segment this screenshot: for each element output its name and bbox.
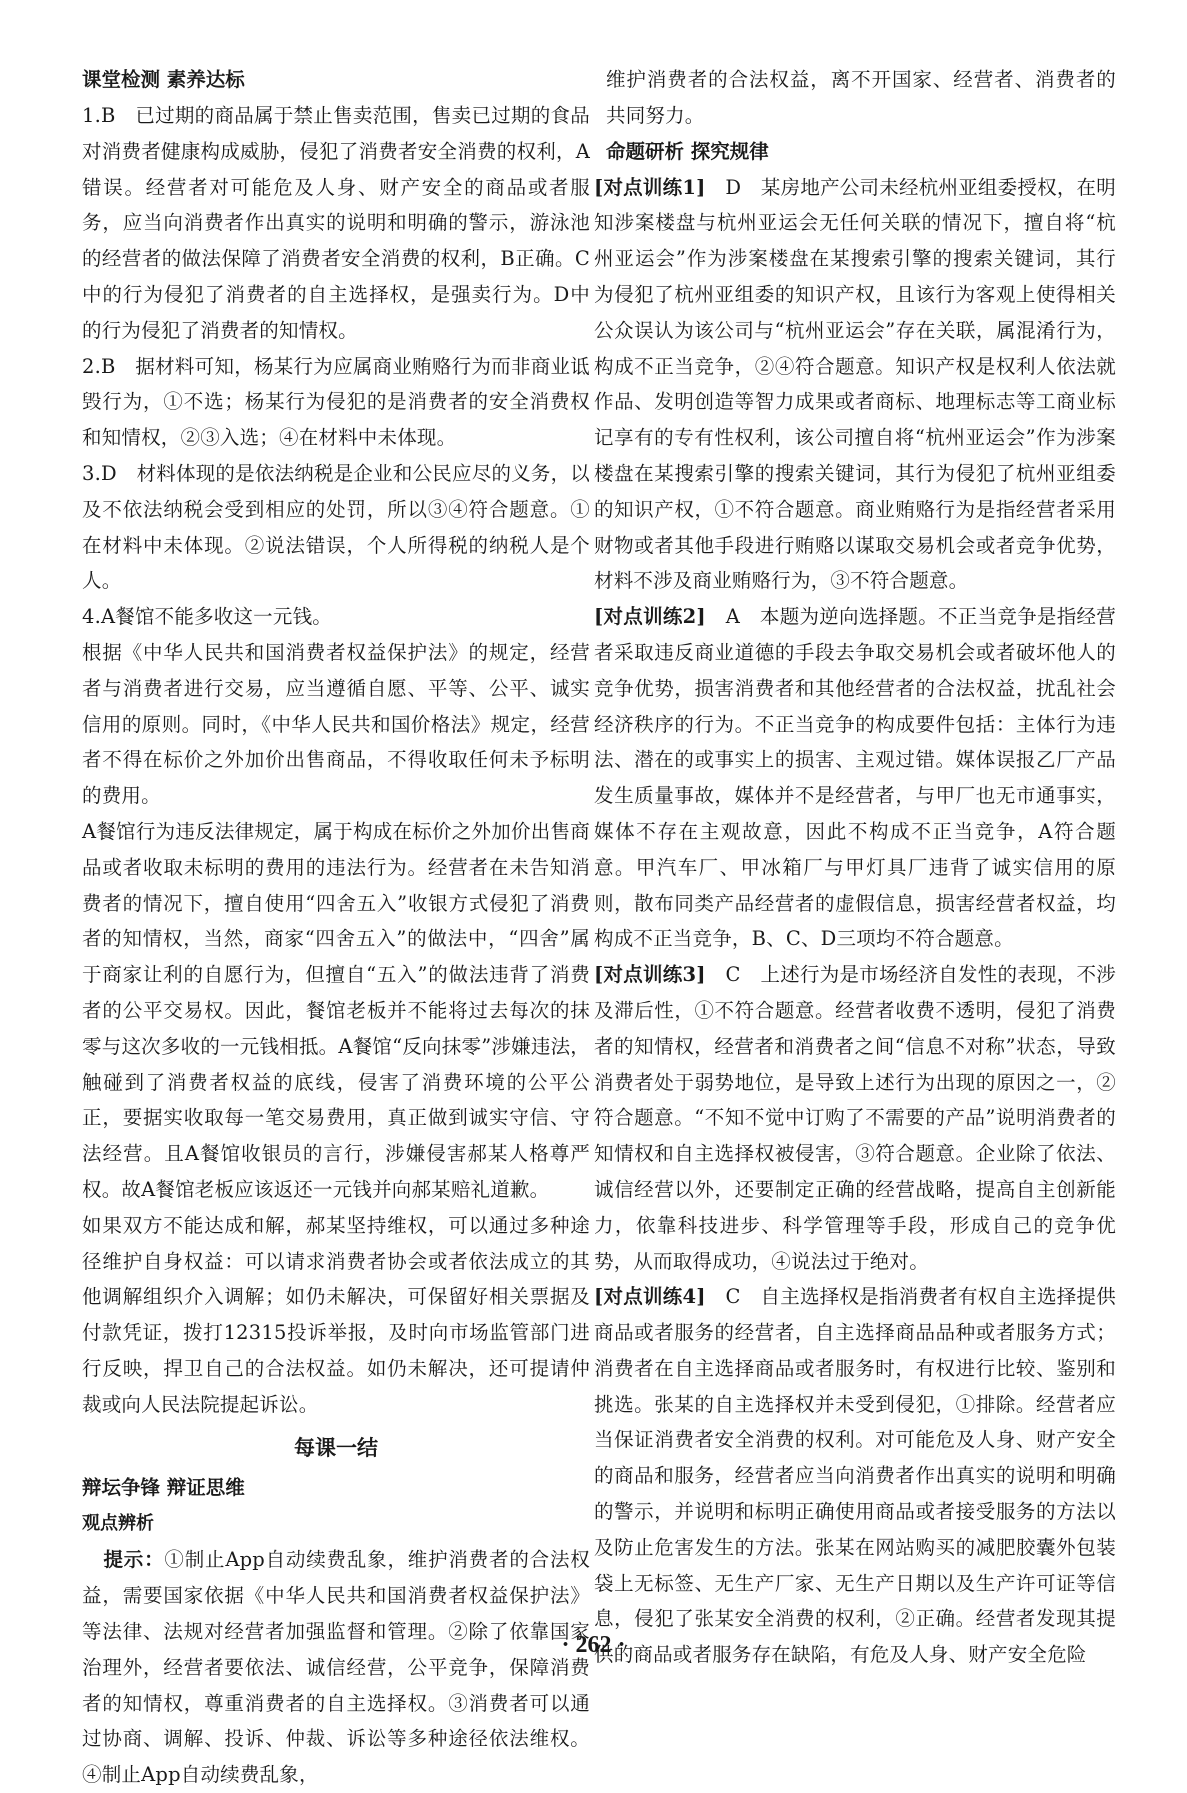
training-3-tag: [对点训练3] — [594, 963, 706, 987]
hint-paragraph — [82, 1542, 590, 1793]
subheading-viewpoint-analysis: 观点辨析 — [82, 1513, 154, 1535]
training-3-text: C 上述行为是市场经济自发性的表现，不涉及滞后性，①不符合题意。经营者收费不透明，侵犯了消费者的知情权，经营者和消费者之间“信息不对称”状态，导致消费者处于弱势地位，是导致上述行为出现的原因之一，②符合题意。“不知不觉中订购了不需要的产品”说明消费者的知情权和自主选择权被侵害，③符合题意。企业除了依法、诚信经营以外，还要制定正确的经营战略，提高自主创新能力，依靠科技进步、科学管理等手段，形成自己的竞争优势，从而取得成功，④说法过于绝对。 — [594, 963, 1116, 1273]
answer-2: 2.B 据材料可知，杨某行为应属商业贿赂行为而非商业诋毁行为，①不选；杨某行为侵犯的是消费者的安全消费权和知情权，②③入选；④在材料中未体现。 — [82, 354, 590, 450]
training-1-text: D 某房地产公司未经杭州亚组委授权，在明知涉案楼盘与杭州亚运会无任何关联的情况下，擅自将“杭州亚运会”作为涉案楼盘在某搜索引擎的搜索关键词，其行为侵犯了杭州亚组委的知识产权，且该行为客观上使得相关公众误认为该公司与“杭州亚运会”存在关联，属混淆行为，构成不正当竞争，②④符合题意。知识产权是权利人依法就作品、发明创造等智力成果或者商标、地理标志等工商业标记享有的专有性权利，该公司擅自将“杭州亚运会”作为涉案楼盘在某搜索引擎的搜索关键词，其行为侵犯了杭州亚组委的知识产权，①不符合题意。商业贿赂行为是指经营者采用财物或者其他手段进行贿赂以谋取交易机会或者竞争优势，材料不涉及商业贿赂行为，③不符合题意。 — [594, 175, 1116, 593]
training-4 — [594, 1279, 1116, 1673]
section-title-lesson-summary: 每课一结 — [294, 1436, 378, 1461]
training-2 — [594, 599, 1116, 957]
answer-3: 3.D 材料体现的是依法纳税是企业和公民应尽的义务，以及不依法纳税会受到相应的处罚，所以③④符合题意。①在材料中未体现。②说法错误，个人所得税的纳税人是个人。 — [82, 461, 590, 593]
training-4-tag: [对点训练4] — [594, 1285, 706, 1309]
answer-4-paragraph-1: 根据《中华人民共和国消费者权益保护法》的规定，经营者与消费者进行交易，应当遵循自愿、平等、公平、诚实信用的原则。同时，《中华人民共和国价格法》规定，经营者不得在标价之外加价出售商品，不得收取任何未予标明的费用。 — [82, 640, 590, 808]
hint-label: 提示： — [103, 1548, 165, 1572]
training-3 — [594, 957, 1116, 1279]
training-4-text: C 自主选择权是指消费者有权自主选择提供商品或者服务的经营者，自主选择商品品种或者服务方式；消费者在自主选择商品或者服务时，有权进行比较、鉴别和挑选。张某的自主选择权并未受到侵犯，①排除。经营者应当保证消费者安全消费的权利。对可能危及人身、财产安全的商品和服务，经营者应当向消费者作出真实的说明和明确的警示，并说明和标明正确使用商品或者接受服务的方法以及防止危害发生的方法。张某在网站购买的减肥胶囊外包装袋上无标签、无生产厂家、无生产日期以及生产许可证等信息，侵犯了张某安全消费的权利，②正确。经营者发现其提供的商品或者服务存在缺陷，有危及人身、财产安全危险 — [594, 1285, 1116, 1667]
training-1-tag: [对点训练1] — [594, 175, 706, 199]
right-column — [594, 62, 1117, 1673]
answer-4-paragraph-3: 如果双方不能达成和解，郝某坚持维权，可以通过多种途径维护自身权益：可以请求消费者协会或者依法成立的其他调解组织介入调解；如仍未解决，可保留好相关票据及付款凭证，拨打12315投诉举报，及时向市场监管部门进行反映，捍卫自己的合法权益。如仍未解决，还可提请仲裁或向人民法院提起诉讼。 — [82, 1213, 590, 1416]
training-2-text: A 本题为逆向选择题。不正当竞争是指经营者采取违反商业道德的手段去争取交易机会或者破坏他人的竞争优势，损害消费者和其他经营者的合法权益，扰乱社会经济秩序的行为。不正当竞争的构成要件包括：主体行为违法、潜在的或事实上的损害、主观过错。媒体误报乙厂产品发生质量事故，媒体并不是经营者，与甲厂也无市通事实，媒体不存在主观故意，因此不构成不正当竞争，A符合题意。甲汽车厂、甲冰箱厂与甲灯具厂违背了诚实信用的原则，散布同类产品经营者的虚假信息，损害经营者权益，均构成不正当竞争，B、C、D三项均不符合题意。 — [594, 605, 1117, 951]
answer-4: 4.A餐馆不能多收这一元钱。 — [82, 605, 332, 629]
hint-text: ①制止App自动续费乱象，维护消费者的合法权益，需要国家依据《中华人民共和国消费者权益保护法》等法律、法规对经营者加强监督和管理。②除了依靠国家治理外，经营者要依法、诚信经营，公平竞争，保障消费者的知情权，尊重消费者的自主选择权。③消费者可以通过协商、调解、投诉、仲裁、诉讼等多种途径依法维权。④制止App自动续费乱象， — [82, 1548, 590, 1787]
section-heading-debate: 辩坛争锋 辩证思维 — [82, 1476, 245, 1500]
training-2-tag: [对点训练2] — [594, 605, 706, 629]
continued-text: 维护消费者的合法权益，离不开国家、经营者、消费者的共同努力。 — [606, 68, 1116, 127]
training-1 — [594, 170, 1116, 600]
section-heading-classroom-test: 课堂检测 素养达标 — [82, 68, 245, 91]
section-heading-research: 命题研析 探究规律 — [606, 139, 769, 163]
left-column — [82, 62, 590, 1793]
answer-4-paragraph-2: A餐馆行为违反法律规定，属于构成在标价之外加价出售商品或者收取未标明的费用的违法行为。经营者在未告知消费者的情况下，擅自使用“四舍五入”收银方式侵犯了消费者的知情权，当然，商家“四舍五入”的做法中，“四舍”属于商家让利的自愿行为，但擅自“五入”的做法违背了消费者的公平交易权。因此，餐馆老板并不能将过去每次的抹零与这次多收的一元钱相抵。A餐馆“反向抹零”涉嫌违法，触碰到了消费者权益的底线，侵害了消费环境的公平公正，要据实收取每一笔交易费用，真正做到诚实守信、守法经营。且A餐馆收银员的言行，涉嫌侵害郝某人格尊严权。故A餐馆老板应该返还一元钱并向郝某赔礼道歉。 — [82, 819, 590, 1201]
page-number: · 262 · — [561, 1632, 626, 1658]
answer-1: 1.B 已过期的商品属于禁止售卖范围，售卖已过期的食品对消费者健康构成威胁，侵犯了消费者安全消费的权利，A错误。经营者对可能危及人身、财产安全的商品或者服务，应当向消费者作出真实的说明和明确的警示，游泳池的经营者的做法保障了消费者安全消费的权利，B正确。C中的行为侵犯了消费者的自主选择权，是强卖行为。D中的行为侵犯了消费者的知情权。 — [82, 104, 590, 342]
